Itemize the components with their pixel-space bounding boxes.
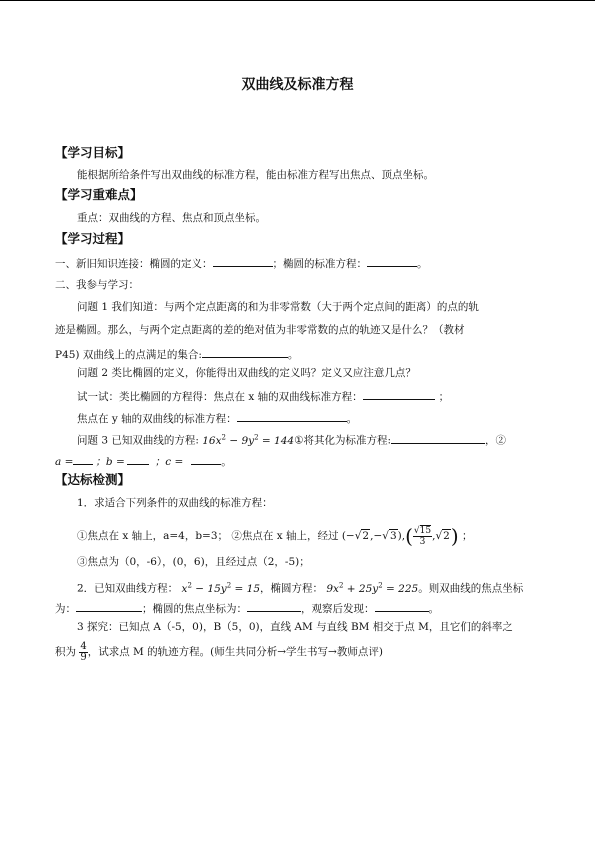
point-set-blank[interactable] [202, 346, 288, 358]
hyperbola-equation-2: $x^2 - 15y^2 = 15$ [181, 581, 261, 595]
check-item1-cases [77, 522, 472, 552]
knowledge-link-text-a: 一、新旧知识连接：椭圆的定义： [55, 258, 213, 270]
x-axis-equation-blank[interactable] [363, 388, 435, 400]
check-item1-cases-text: ①焦点在 x 轴上，a=4，b=3； ②焦点在 x 轴上，经过 [77, 530, 339, 542]
check-item3-text-a: 积为 [55, 646, 76, 658]
c-label: ；c = [154, 456, 184, 468]
question1-line3 [55, 346, 298, 362]
goal-heading: 【学习目标】 [55, 145, 131, 160]
goal-text: 能根据所给条件写出双曲线的标准方程，能由标准方程写出焦点、顶点坐标。 [77, 169, 434, 181]
question1-line1: 问题 1 我们知道：与两个定点距离的和为非零常数（大于两个定点间的距离）的点的轨 [77, 301, 479, 313]
try-line2-text: 焦点在 y 轴的双曲线的标准方程： [77, 413, 237, 425]
check-item2-l2-text-a: 为： [55, 603, 76, 615]
question3-abc-line [55, 453, 232, 469]
check-item3-line1: 3 探究：已知点 A（-5，0)，B（5，0)，直线 AM 与直线 BM 相交于点 M，且它们的斜率之 [77, 621, 513, 633]
ellipse-equation-blank[interactable] [367, 255, 417, 267]
observation-blank[interactable] [375, 600, 429, 612]
check-item3-text-b: ，试求点 M 的轨迹方程。(师生共同分析→学生书写→教师点评) [87, 646, 383, 658]
ellipse-definition-blank[interactable] [213, 255, 273, 267]
check-item2-text-c: 。则双曲线的焦点坐标 [418, 582, 524, 595]
b-blank[interactable] [127, 453, 149, 465]
key-text: 重点：双曲线的方程、焦点和顶点坐标。 [77, 212, 266, 224]
ellipse-focus-blank[interactable] [247, 600, 301, 612]
participate-heading: 二、我参与学习： [55, 279, 139, 291]
try-line1-text: 试一试：类比椭圆的方程得：焦点在 x 轴的双曲线标准方程： [77, 391, 363, 403]
knowledge-link-line [55, 255, 428, 271]
hyperbola-equation: $16x^2 - 9y^2 = 144$ [202, 433, 295, 447]
semicolon: ； [438, 391, 450, 403]
ellipse-equation: $9x^2 + 25y^2 = 225$ [326, 581, 419, 595]
key-heading: 【学习重难点】 [55, 187, 143, 202]
period: 。 [346, 413, 358, 425]
check-item1-case3: ③焦点为（0，-6），(0，6)，且经过点（2，-5)； [77, 556, 310, 568]
y-axis-equation-blank[interactable] [237, 410, 347, 422]
period: 。 [221, 456, 232, 468]
c-blank[interactable] [191, 453, 221, 465]
question3-text-b: ①将其化为标准方程: [294, 434, 392, 447]
b-label: ；b = [95, 456, 125, 468]
question3-text: 问题 3 已知双曲线的方程: [77, 434, 199, 447]
check-item2-l2-text-b: ；椭圆的焦点坐标为： [142, 603, 247, 615]
fraction-numerator: 4 [80, 640, 87, 652]
page-title: 双曲线及标准方程 [241, 77, 354, 93]
question3-line [77, 430, 506, 448]
check-item1: 1．求适合下列条件的双曲线的标准方程： [77, 497, 273, 509]
check-item2-l2-text-c: ，观察后发现： [301, 603, 375, 615]
check-item2-text-a: 2．已知双曲线方程： [77, 582, 179, 595]
period: 。 [417, 258, 428, 270]
a-blank[interactable] [73, 453, 93, 465]
try-line2 [77, 410, 357, 426]
check-item2-text-b: ，椭圆方程： [260, 582, 324, 595]
check-item2-line1 [77, 578, 523, 596]
pass-points-formula: (−√2,−√3),( $\frac{√15}{3}$ ,√2) [341, 524, 459, 548]
question2-line: 问题 2 类比椭圆的定义，你能得出双曲线的定义吗？定义又应注意几点？ [77, 367, 416, 379]
try-line1 [77, 388, 449, 404]
hyperbola-focus-blank[interactable] [76, 600, 142, 612]
question3-text-c: ，② [485, 434, 507, 447]
a-label: a = [55, 456, 74, 468]
process-heading: 【学习过程】 [55, 231, 131, 246]
check-item2-line2 [55, 600, 439, 616]
check-heading: 【达标检测】 [55, 472, 131, 487]
slope-product-fraction [79, 642, 87, 663]
standard-form-blank[interactable] [391, 432, 485, 444]
knowledge-link-text-b: ；椭圆的标准方程： [272, 258, 367, 270]
period: 。 [428, 603, 439, 615]
check-item3-line2 [55, 636, 383, 668]
question1-line2: 迹是椭圆。那么，与两个定点距离的差的绝对值为非零常数的点的轨迹又是什么？（教材 [55, 324, 465, 336]
question1-line3-text: P45) 双曲线上的点满足的集合: [55, 349, 202, 361]
semicolon: ； [461, 530, 473, 542]
period: 。 [287, 349, 299, 361]
fraction-denominator: 9 [80, 651, 87, 663]
